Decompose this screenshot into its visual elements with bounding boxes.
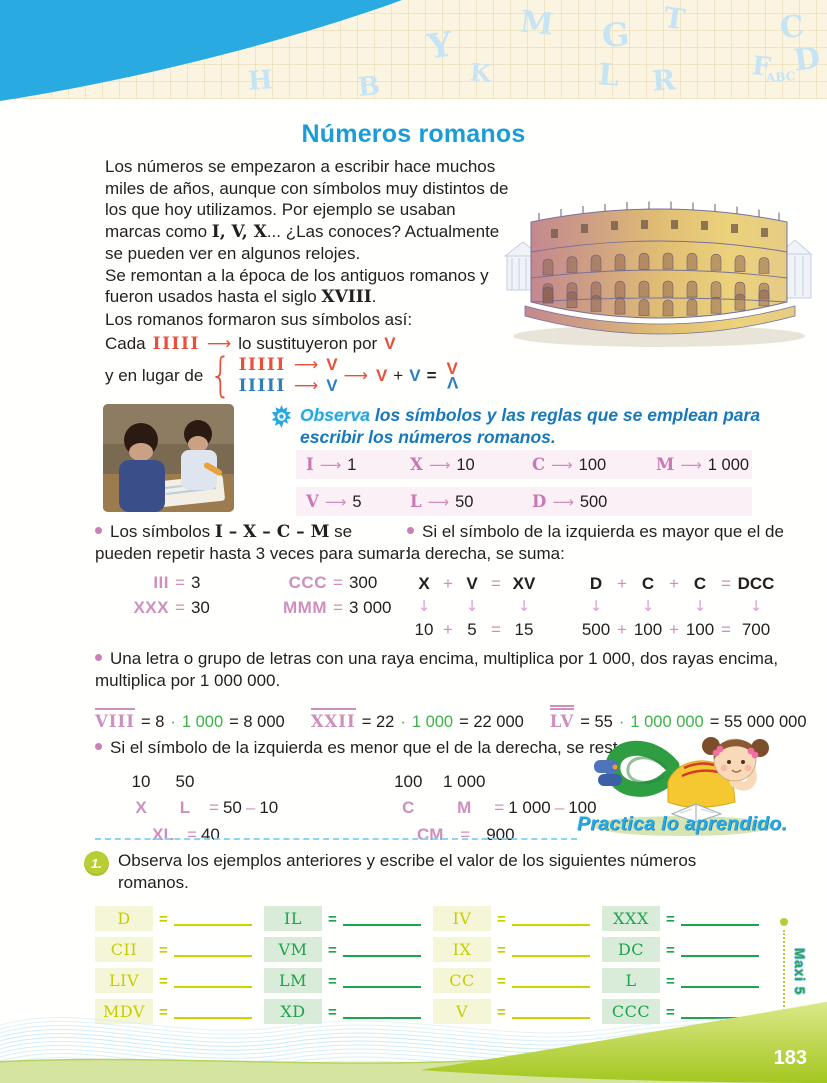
substitution-line1: [105, 334, 575, 354]
value: 5: [352, 492, 362, 511]
doodle-letter: R: [650, 63, 677, 98]
roman-cell: CII: [95, 937, 153, 962]
arrow-down-icon: ↓: [693, 597, 707, 616]
substitution-line2: [105, 348, 575, 402]
v-symbol: V: [384, 334, 396, 353]
plus-sign: +: [617, 620, 627, 640]
value: 30: [190, 598, 210, 618]
doodle-letter: G: [600, 14, 631, 56]
value: 10: [456, 455, 475, 474]
multiplier: 1 000 000: [630, 713, 704, 732]
brace-row-bottom: [239, 376, 338, 397]
value: 5: [467, 620, 477, 640]
text: Una letra o grupo de letras con una raya encima, multiplica por 1 000, dos rayas encima, multiplica por 1 000 000.: [95, 649, 779, 691]
example: [311, 708, 524, 733]
roman-cell: CCC: [602, 999, 660, 1024]
v-plus-v-equation: [375, 359, 458, 392]
letters-row: [121, 795, 278, 821]
bullet-dot-icon: [407, 527, 414, 534]
plus-sign: +: [617, 574, 627, 594]
value: 100: [578, 455, 607, 474]
roman-letters: I – X – C – M: [214, 522, 330, 542]
multiplier: 1 000: [181, 713, 224, 732]
roman-cell: L: [602, 968, 660, 993]
v-symbol: V: [326, 375, 338, 395]
roman: CM: [417, 824, 444, 844]
arrow-down-icon: ↓: [417, 597, 431, 616]
arrow-right-icon: ⟶: [343, 365, 368, 386]
v-symbol: V: [409, 365, 421, 385]
value: = 22: [361, 713, 395, 732]
overlined-roman: VIII: [95, 708, 135, 732]
inverted-v-symbol: V: [446, 372, 458, 392]
rule-text: [407, 521, 789, 565]
roman-cell: XD: [264, 999, 322, 1024]
term-column: [735, 572, 777, 641]
brace-icon: {: [209, 348, 232, 402]
rule-sum: [407, 521, 789, 641]
arrow-right-icon: ⟶: [428, 455, 451, 474]
value: 1: [347, 455, 357, 474]
plus-sign: +: [443, 574, 453, 594]
equals-sign: =: [426, 365, 437, 385]
v-symbol: V: [375, 365, 388, 385]
answer-blank: [343, 924, 421, 926]
brace-rows: [239, 355, 338, 396]
dashed-divider: [95, 838, 577, 840]
equals-sign: =: [159, 1004, 168, 1021]
roman-symbol: X: [410, 454, 423, 474]
exercise-item: [264, 967, 421, 993]
symbol-map: [532, 492, 656, 512]
text: Cada: [105, 334, 146, 353]
roman: XV: [512, 574, 536, 594]
equals-sign: =: [494, 798, 505, 818]
equals-sign: =: [460, 824, 471, 844]
result-row: [404, 822, 596, 848]
intro-paragraph: [105, 156, 509, 331]
doodle-letter: C: [778, 8, 806, 47]
equals-sign: =: [497, 911, 506, 928]
starburst-icon: [270, 405, 293, 428]
subtract-example-1: [121, 769, 278, 848]
roman-cell: DC: [602, 937, 660, 962]
equals-sign: =: [209, 798, 219, 818]
arrow-down-icon: ↓: [589, 597, 603, 616]
doodle-letter: M: [518, 4, 555, 43]
roman-cell: V: [433, 999, 491, 1024]
arrow-right-icon: ⟶: [324, 492, 347, 511]
observa-callout: [300, 404, 782, 449]
symbol-row-1: [296, 450, 752, 479]
result: = 22 000: [459, 713, 524, 732]
answer-blank: [343, 955, 421, 957]
roman: V: [466, 574, 478, 594]
equals-sign: =: [666, 973, 675, 990]
symbol-row-2: [296, 487, 752, 516]
doodle-letter: H: [246, 65, 274, 97]
value: 1 000: [508, 798, 551, 818]
value: 100: [633, 620, 663, 640]
roman: M: [457, 798, 472, 818]
roman: X: [418, 574, 430, 594]
rule-text: [95, 521, 413, 565]
repeat-examples: [123, 572, 413, 619]
equals-sign: =: [328, 942, 337, 959]
equals-sign: =: [497, 942, 506, 959]
value: 3 000: [348, 598, 392, 618]
exercise-item: [95, 905, 252, 931]
value: 3: [190, 573, 201, 593]
roman-cell: MDV: [95, 999, 153, 1024]
bullet-dot-icon: [95, 654, 102, 661]
plus-sign: +: [443, 620, 453, 640]
arrow-right-icon: ⟶: [319, 455, 342, 474]
symbol-map: [410, 492, 532, 512]
equals-sign: =: [187, 824, 197, 844]
intro-p3: [105, 309, 509, 331]
roman-cell: CC: [433, 968, 491, 993]
equals-sign: =: [497, 973, 506, 990]
doodle-letter: L: [596, 57, 621, 94]
symbol-map: [656, 455, 752, 475]
term-column: [631, 572, 665, 641]
text: y en lugar de: [105, 365, 204, 385]
page-number: 183: [773, 1047, 807, 1069]
value: 50: [222, 798, 242, 818]
equals-sign: =: [333, 598, 343, 618]
term-column: [579, 572, 613, 641]
multiply-dot: ·: [170, 713, 176, 732]
doodle-letter: K: [469, 57, 492, 88]
doodle-letter: F: [750, 50, 773, 84]
text: Los romanos formaron sus símbolos así:: [105, 310, 413, 330]
roman: DCC: [737, 574, 775, 594]
roman-cell: IV: [433, 906, 491, 931]
equals-sign: =: [721, 574, 731, 594]
doodle-abc-book: ABC: [765, 68, 796, 86]
answer-blank: [512, 986, 590, 988]
roman-symbol: M: [656, 454, 675, 474]
op-column: [665, 572, 683, 641]
op-column: [439, 572, 457, 641]
equals-sign: =: [159, 942, 168, 959]
doodle-letter: B: [356, 70, 382, 104]
exercise-item: [264, 905, 421, 931]
exercise-item: [433, 967, 590, 993]
value: 100: [568, 798, 597, 818]
roman: X: [135, 798, 147, 818]
example: [123, 597, 281, 619]
roman: XL: [152, 824, 174, 844]
arrow-down-icon: ↓: [641, 597, 655, 616]
brace-row-top: [239, 355, 338, 376]
rule-text: [95, 648, 797, 692]
text: ... ¿Las conoces? Actualmente se pueden ver en algunos relojes.: [105, 221, 500, 264]
bullet-dot-icon: [95, 743, 102, 750]
answer-blank: [174, 924, 252, 926]
value: 700: [741, 620, 771, 640]
blue-swoosh: [0, 0, 520, 110]
value: 1 000: [707, 455, 750, 474]
values-row: [121, 769, 278, 795]
five-ones-red: IIIII: [152, 334, 200, 354]
roman: MMM: [283, 598, 327, 618]
symbol-map: [532, 455, 656, 475]
roman-symbol: V: [306, 491, 319, 511]
roman: III: [153, 573, 169, 593]
roman-cell: XXX: [602, 906, 660, 931]
colosseum-illustration: [503, 168, 817, 352]
value: 300: [348, 573, 378, 593]
equals-sign: =: [497, 1004, 506, 1021]
answer-blank: [174, 986, 252, 988]
roman-cell: IL: [264, 906, 322, 931]
exercise-item: [264, 936, 421, 962]
equals-sign: =: [328, 1004, 337, 1021]
equals-sign: =: [666, 911, 675, 928]
result: = 8 000: [229, 713, 285, 732]
multiply-dot: ·: [400, 713, 406, 732]
roman-numerals-inline: I, V, X: [211, 221, 267, 242]
letters-row: [382, 795, 596, 821]
v-symbol: V: [326, 355, 338, 374]
sum-examples: [409, 572, 789, 641]
text: lo sustituyeron por: [238, 334, 378, 353]
answer-blank: [174, 955, 252, 957]
arrow-right-icon: ⟶: [206, 334, 232, 354]
values-row: [382, 769, 596, 795]
term-column: [683, 572, 717, 641]
equals-sign: =: [666, 942, 675, 959]
roman-symbol: L: [410, 491, 422, 511]
equals-sign: =: [159, 973, 168, 990]
roman: C: [641, 574, 655, 594]
roman-symbol: I: [306, 454, 314, 474]
roman-cell: VM: [264, 937, 322, 962]
stacked-x-symbol: [446, 359, 458, 392]
symbol-map: [410, 455, 532, 475]
result: = 55 000 000: [709, 713, 807, 732]
text: Los números se empezaron a escribir hace muchos miles de años, aunque con símbolos muy distintos de los que hoy utilizamos. Por ejemplo se usaban marcas como: [105, 157, 509, 241]
symbol-value-table: [296, 450, 752, 524]
equals-sign: =: [666, 1004, 675, 1021]
term-column: [409, 572, 439, 641]
arrow-down-icon: ↓: [517, 597, 531, 616]
overlined-roman: XXII: [311, 708, 356, 732]
roman-cell: D: [95, 906, 153, 931]
value: 100: [394, 772, 423, 792]
term-column: [457, 572, 487, 641]
exercise-item: [602, 967, 759, 993]
exercise-instruction: Observa los ejemplos anteriores y escribe el valor de los siguientes números romanos.: [118, 851, 697, 893]
roman-cell: LIV: [95, 968, 153, 993]
exercise-item: [433, 936, 590, 962]
value: 100: [685, 620, 715, 640]
roman-symbol: D: [532, 491, 547, 511]
multiplier: 1 000: [411, 713, 454, 732]
roman-cell: IX: [433, 937, 491, 962]
value: 10: [131, 772, 151, 792]
exercise-item: [602, 936, 759, 962]
plus-sign: +: [669, 620, 679, 640]
bullet-dot-icon: [95, 527, 102, 534]
exercise-item: [433, 905, 590, 931]
plus-sign: +: [393, 365, 404, 385]
roman: D: [589, 574, 603, 594]
term-column: [505, 572, 543, 641]
doodle-letter: Y: [425, 24, 455, 68]
roman: CCC: [288, 573, 327, 593]
roman-numerals-inline: XVIII: [321, 287, 372, 308]
arrow-right-icon: ⟶: [293, 375, 319, 396]
text: se pueden repetir hasta 3 veces para sumar:: [95, 522, 410, 564]
answer-blank: [681, 955, 759, 957]
exercise-item: [95, 967, 252, 993]
equals-sign: =: [491, 574, 501, 594]
answer-blank: [512, 924, 590, 926]
equals-sign: =: [491, 620, 501, 640]
equals-sign: =: [175, 573, 185, 593]
value: 10: [259, 798, 279, 818]
text: Los símbolos: [110, 522, 215, 541]
page-title: Números romanos: [301, 119, 526, 148]
symbol-map: [306, 455, 410, 475]
roman: C: [693, 574, 707, 594]
value: 500: [579, 492, 608, 511]
equals-sign: =: [333, 573, 343, 593]
arrow-right-icon: ⟶: [680, 455, 702, 474]
practica-heading: Practica lo aprendido.: [577, 813, 788, 835]
value: 500: [581, 620, 611, 640]
intro-p1: [105, 156, 509, 265]
roman: XXX: [133, 598, 169, 618]
equals-sign: =: [175, 598, 185, 618]
sum-example-2: [579, 572, 777, 641]
five-ones-red: IIIII: [238, 355, 286, 375]
observa-text: los símbolos y las reglas que se emplean para escribir los números romanos.: [300, 405, 761, 448]
roman-symbol: C: [532, 454, 546, 474]
example: [95, 708, 285, 733]
arrow-right-icon: ⟶: [552, 492, 574, 511]
value: = 55: [580, 713, 613, 732]
value: 50: [175, 772, 195, 792]
multiply-dot: ·: [618, 713, 625, 732]
roman: C: [402, 798, 415, 818]
substitution-diagram: [105, 334, 575, 402]
book-series-label: Maxi 5: [792, 948, 807, 996]
arrow-down-icon: ↓: [465, 597, 479, 616]
intro-p2: [105, 265, 509, 309]
example: [123, 572, 281, 594]
footer-waves: [0, 998, 827, 1083]
exercise-item: [602, 905, 759, 931]
value: 50: [455, 492, 474, 511]
text: Se remontan a la época de los antiguos romanos y fueron usados hasta el siglo: [105, 265, 489, 307]
minus-sign: –: [245, 798, 256, 818]
classroom-photo: [103, 404, 234, 512]
roman: L: [179, 798, 191, 818]
subtract-example-2: [382, 769, 596, 848]
answer-blank: [681, 924, 759, 926]
margin-dot-icon: [780, 918, 788, 926]
minus-sign: –: [554, 798, 565, 818]
double-overlined-roman: LV: [550, 705, 574, 732]
value: 10: [414, 620, 434, 640]
plus-sign: +: [669, 574, 679, 594]
op-column: [717, 572, 735, 641]
op-column: [487, 572, 505, 641]
doodle-letter: D: [791, 40, 823, 79]
sum-example-1: [409, 572, 543, 641]
equals-sign: =: [328, 973, 337, 990]
value: 1 000: [442, 772, 486, 792]
rule-repeat: [95, 521, 413, 619]
exercise-item: [95, 936, 252, 962]
value: = 8: [140, 713, 165, 732]
answer-blank: [681, 986, 759, 988]
observa-word: Observa: [300, 405, 371, 425]
value: 40: [200, 824, 220, 844]
v-symbol: V: [446, 359, 458, 379]
op-column: [613, 572, 631, 641]
arrow-right-icon: ⟶: [427, 492, 450, 511]
equals-sign: =: [159, 911, 168, 928]
result-row: [143, 822, 278, 848]
text: Si el símbolo de la izquierda es menor que el de la derecha, se resta.: [110, 738, 632, 757]
value: 900: [486, 824, 515, 844]
exercise-number-badge: 1.: [84, 851, 109, 876]
text: .: [371, 287, 377, 307]
roman-cell: LM: [264, 968, 322, 993]
answer-blank: [512, 955, 590, 957]
text: Si el símbolo de la izquierda es mayor que el de la derecha, se suma:: [407, 522, 784, 564]
answer-blank: [343, 986, 421, 988]
equals-sign: =: [721, 620, 731, 640]
arrow-right-icon: ⟶: [293, 355, 319, 375]
five-ones-blue: IIIII: [238, 375, 286, 396]
equals-sign: =: [328, 911, 337, 928]
arrow-right-icon: ⟶: [551, 455, 573, 474]
doodle-letter: T: [661, 0, 688, 37]
symbol-map: [306, 492, 410, 512]
value: 15: [514, 620, 534, 640]
arrow-down-icon: ↓: [749, 597, 763, 616]
